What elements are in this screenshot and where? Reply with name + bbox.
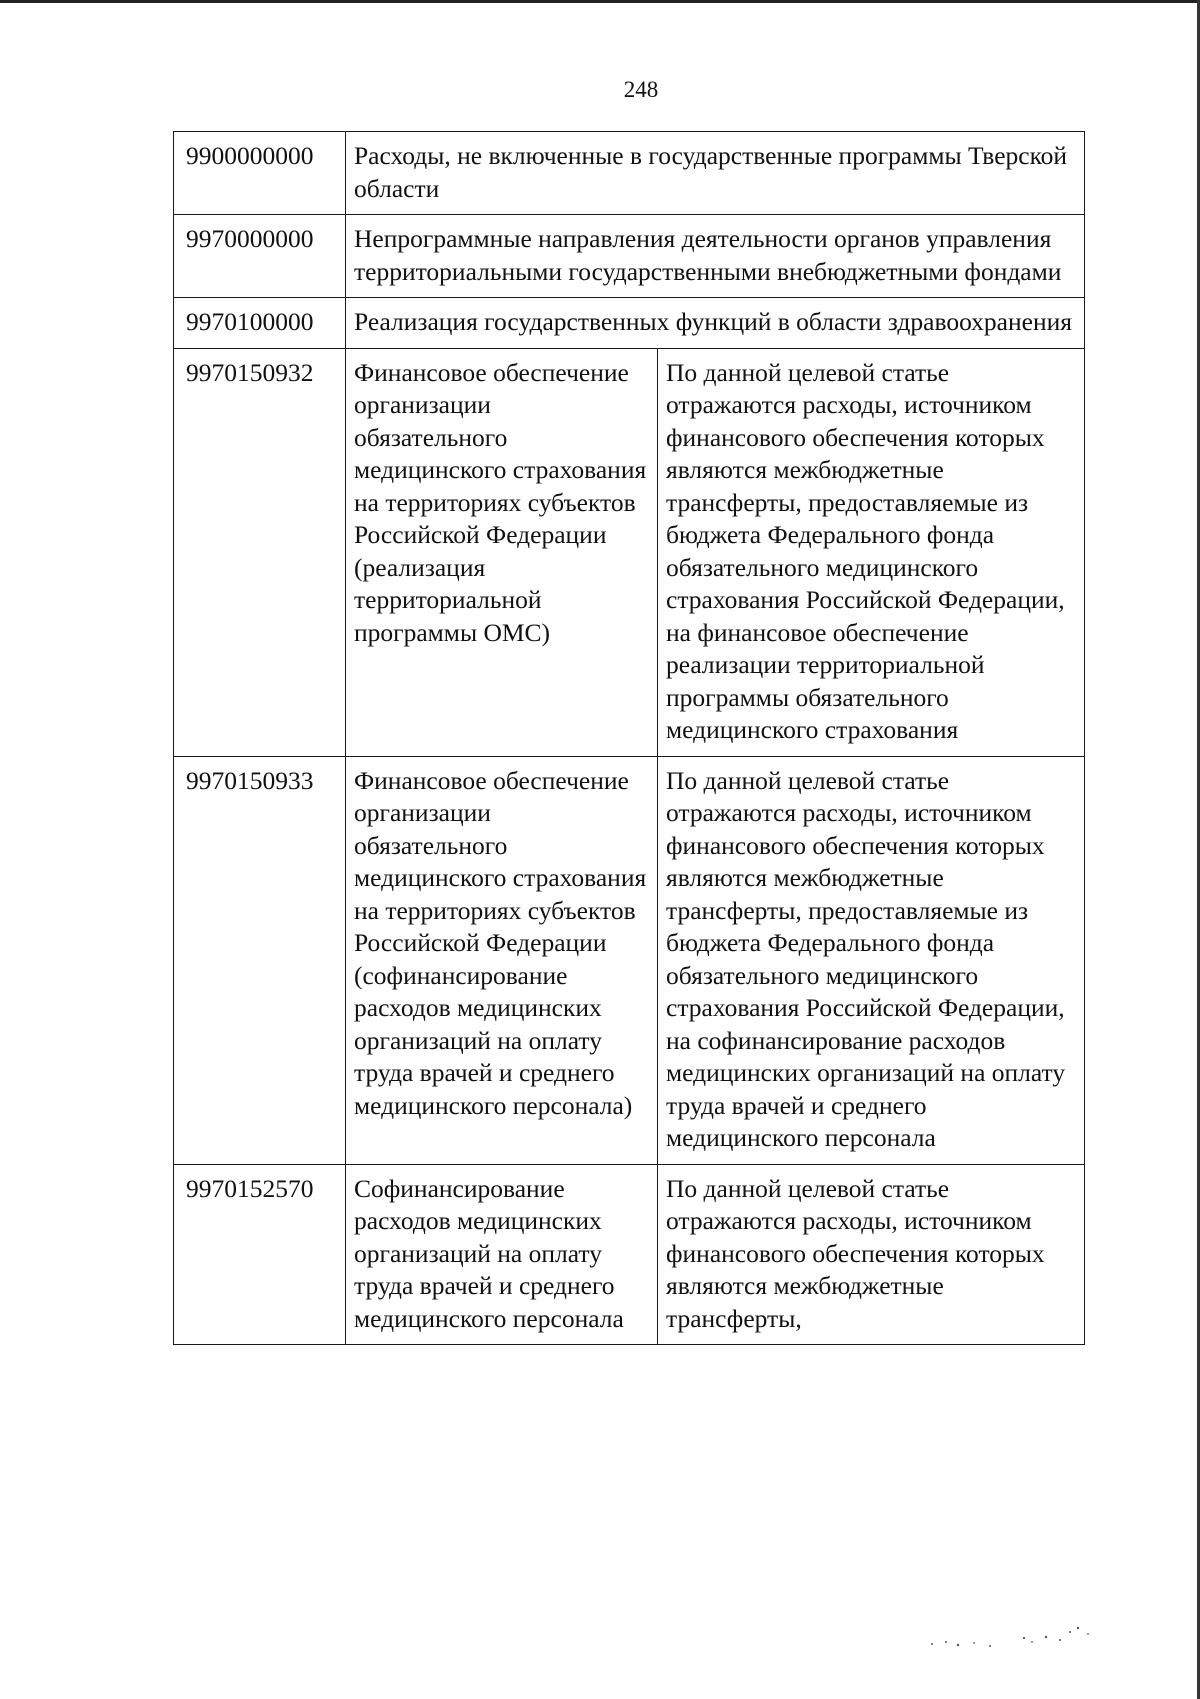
table-row bbox=[174, 215, 1085, 298]
page-number: 248 bbox=[623, 77, 659, 102]
budget-classification-table bbox=[173, 131, 1085, 1345]
target-name-cell: Реализация государственных функций в области здравоохранения bbox=[346, 298, 1085, 349]
page-border-top bbox=[0, 0, 1200, 3]
target-name-cell: Непрограммные направления деятельности органов управления территориальными государственными внебюджетными фондами bbox=[346, 215, 1085, 298]
scan-noise-marks bbox=[920, 1620, 1120, 1660]
target-name-cell: Расходы, не включенные в государственные программы Тверской области bbox=[346, 132, 1085, 215]
target-code-cell: 9970152570 bbox=[174, 1164, 346, 1345]
table-row bbox=[174, 756, 1085, 1164]
target-code-cell: 9970100000 bbox=[174, 298, 346, 349]
table-row bbox=[174, 298, 1085, 349]
target-name-cell: Финансовое обеспечение организации обязательного медицинского страхования на территориях субъектов Российской Федерации (реализация территориальной программы ОМС) bbox=[346, 348, 658, 756]
target-code-cell: 9970150932 bbox=[174, 348, 346, 756]
table-row bbox=[174, 132, 1085, 215]
target-name-cell: Финансовое обеспечение организации обязательного медицинского страхования на территориях субъектов Российской Федерации (софинансирование расходов медицинских организаций на оплату труда врачей и среднего медицинского персонала) bbox=[346, 756, 658, 1164]
table-row bbox=[174, 1164, 1085, 1345]
target-code-cell: 9970000000 bbox=[174, 215, 346, 298]
target-code-cell: 9900000000 bbox=[174, 132, 346, 215]
target-description-cell: По данной целевой статье отражаются расходы, источником финансового обеспечения которых являются межбюджетные трансферты, предоставляемые из бюджета Федерального фонда обязательного медицинского страхования Российской Федерации, на софинансирование расходов медицинских организаций на оплату труда врачей и среднего медицинского персонала bbox=[658, 756, 1085, 1164]
target-description-cell: По данной целевой статье отражаются расходы, источником финансового обеспечения которых являются межбюджетные трансферты, предоставляемые из бюджета Федерального фонда обязательного медицинского страхования Российской Федерации, на финансовое обеспечение реализации территориальной программы обязательного медицинского страхования bbox=[658, 348, 1085, 756]
table-row bbox=[174, 348, 1085, 756]
target-name-cell: Софинансирование расходов медицинских организаций на оплату труда врачей и среднего медицинского персонала bbox=[346, 1164, 658, 1345]
target-code-cell: 9970150933 bbox=[174, 756, 346, 1164]
target-description-cell: По данной целевой статье отражаются расходы, источником финансового обеспечения которых являются межбюджетные трансферты, bbox=[658, 1164, 1085, 1345]
